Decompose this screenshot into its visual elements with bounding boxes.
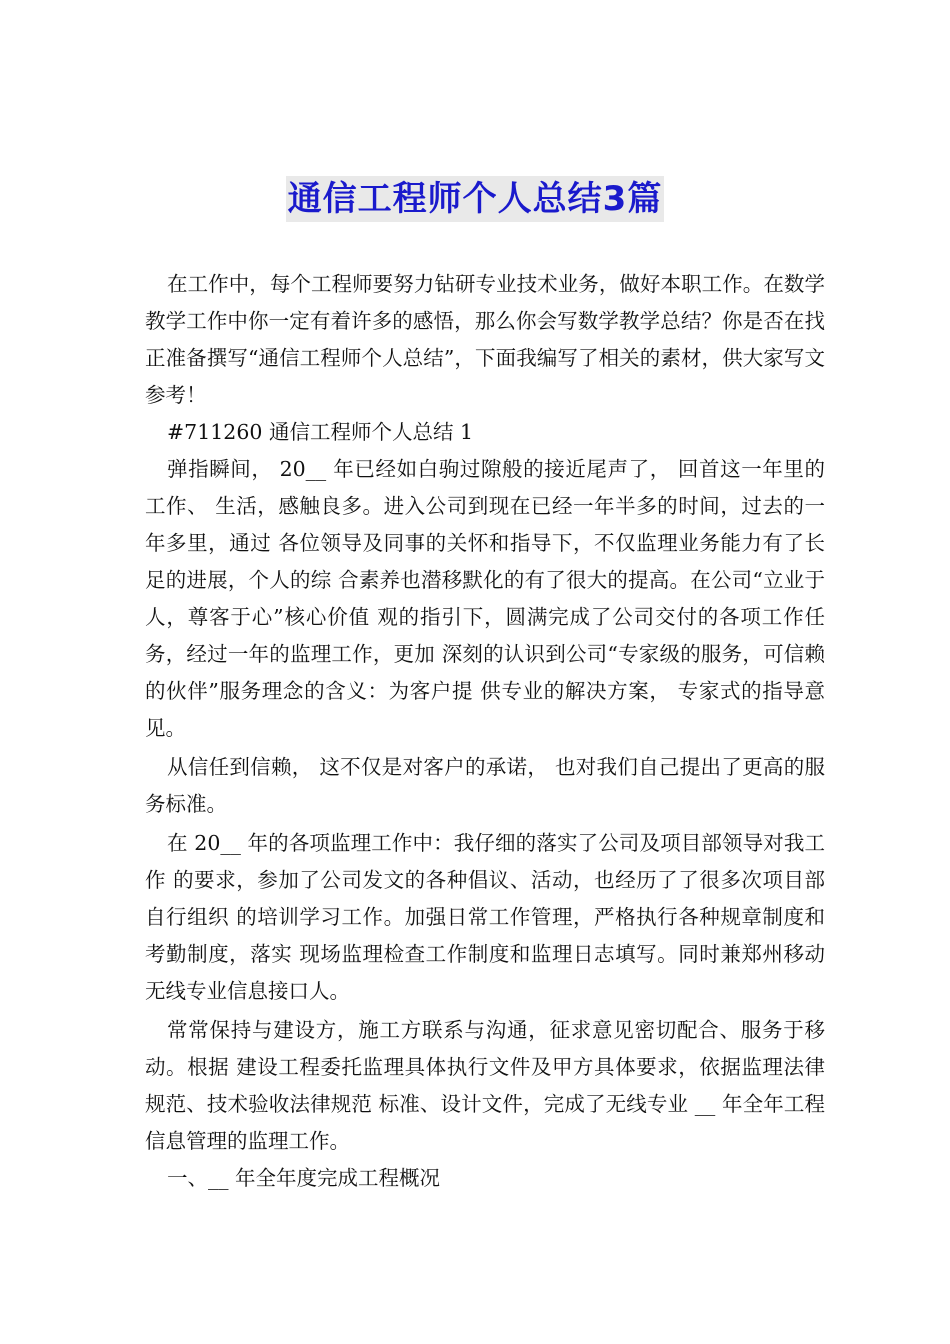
document-title: 通信工程师个人总结3篇 <box>286 176 665 222</box>
document-body <box>145 266 825 1197</box>
body-paragraph-4: 常常保持与建设方，施工方联系与沟通，征求意见密切配合、服务于移动。根据 建设工程委托监理具体执行文件及甲方具体要求，依据监理法律规范、技术验收法律规范 标准、设计文件，完成了无线专业 __ 年全年工程信息管理的监理工作。 <box>145 1018 825 1153</box>
intro-paragraph: 在工作中，每个工程师要努力钻研专业技术业务，做好本职工作。在数学教学工作中你一定有着许多的感悟，那么你会写数学教学总结？你是否在找正准备撰写“通信工程师个人总结”，下面我编写了相关的素材，供大家写文参考！ <box>145 272 825 407</box>
body-paragraph-3: 在 20__ 年的各项监理工作中：我仔细的落实了公司及项目部领导对我工作 的要求，参加了公司发文的各种倡议、活动，也经历了了很多次项目部自行组织 的培训学习工作。加强日常工作管理，严格执行各种规章制度和考勤制度，落实 现场监理检查工作制度和监理日志填写。同时兼郑州移动无线专业信息接口人。 <box>145 831 825 1003</box>
subheading-overview: 一、__ 年全年度完成工程概况 <box>167 1166 441 1190</box>
section-1-heading: #711260 通信工程师个人总结 1 <box>167 420 474 444</box>
body-paragraph-1: 弹指瞬间， 20__ 年已经如白驹过隙般的接近尾声了， 回首这一年里的工作、 生活，感触良多。进入公司到现在已经一年半多的时间，过去的一年多里，通过 各位领导及同事的关怀和指导下，不仅监理业务能力有了长足的进展，个人的综 合素养也潜移默化的有了很大的提高。在公司“立业于人，尊客于心”核心价值 观的指引下，圆满完成了公司交付的各项工作任务，经过一年的监理工作，更加 深刻的认识到公司“专家级的服务，可信赖的伙伴”服务理念的含义：为客户提 供专业的解决方案， 专家式的指导意见。 <box>145 457 825 740</box>
title-container <box>0 176 950 222</box>
body-paragraph-2: 从信任到信赖， 这不仅是对客户的承诺， 也对我们自己提出了更高的服务标准。 <box>145 755 825 816</box>
